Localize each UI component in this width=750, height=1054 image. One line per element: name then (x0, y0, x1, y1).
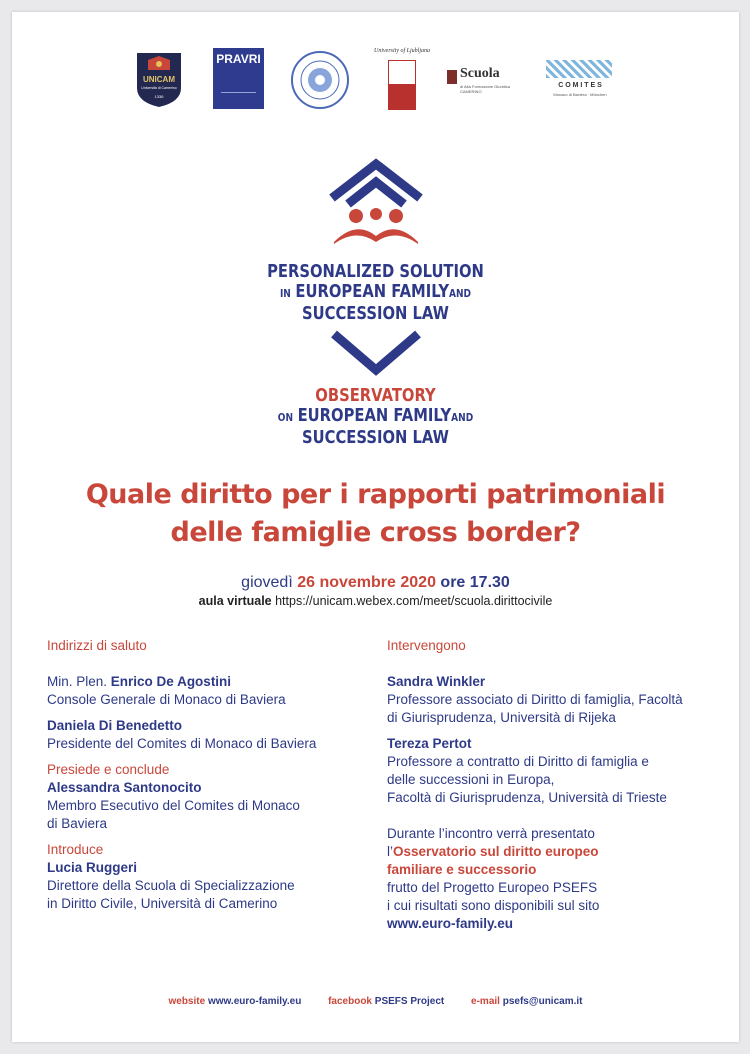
observatory-title-line1: OBSERVATORY (315, 385, 436, 406)
presentation-note-prefix: l’ (387, 844, 393, 859)
family-member-icon (389, 209, 403, 223)
observatory-name-part1: Osservatorio sul diritto europeo (393, 844, 599, 859)
ljubljana-emblem (388, 60, 416, 110)
footer-facebook-value: PSEFS Project (374, 996, 445, 1007)
pravri-emblem (221, 92, 256, 100)
presentation-note-line4: frutto del Progetto Europeo PSEFS (387, 880, 598, 895)
virtual-room-label: aula virtuale (198, 594, 272, 608)
observatory-title-line2 (77, 406, 673, 428)
chair-role-line1: Membro Esecutivo del Comites di Monaco (47, 798, 300, 813)
unicam-logo (134, 50, 184, 108)
observatory-name-part2: familiare e successorio (387, 862, 537, 877)
chevron-down-icon (330, 330, 422, 378)
almeriensis-seal-logo (290, 50, 350, 110)
footer-website-value: www.euro-family.eu (207, 996, 302, 1007)
speaker-1-name: Enrico De Agostini (110, 674, 232, 689)
comites-name: C O M I T E S (558, 82, 602, 89)
ljubljana-logo (367, 48, 437, 110)
ljubljana-name: University of Ljubljana (374, 48, 430, 54)
footer-website[interactable] (168, 996, 301, 1007)
comites-skyline (546, 60, 612, 78)
event-headline (12, 476, 739, 552)
left-column (47, 637, 367, 913)
presentation-note-line2 (387, 843, 727, 861)
speaker-1-role: Console Generale di Monaco di Baviera (47, 692, 286, 707)
intro-heading: Introduce (47, 842, 104, 857)
chair-role-line2: di Baviera (47, 816, 108, 831)
project-title (77, 262, 673, 324)
footer-facebook-label: facebook (328, 996, 372, 1007)
speaker-4-role-line2: delle successioni in Europa, (387, 772, 555, 787)
observatory-title-main: EUROPEAN FAMILY (297, 405, 452, 426)
comites-subtitle: Monaco di Baviera · München (553, 92, 607, 97)
speaker-2-role: Presidente del Comites di Monaco di Baviera (47, 736, 317, 751)
project-title-suffix: AND (449, 287, 472, 300)
comites-logo (540, 58, 620, 102)
event-date (12, 574, 739, 592)
family-member-icon (349, 209, 363, 223)
event-date-value: 26 novembre 2020 (297, 574, 436, 591)
presentation-note-line1: Durante l’incontro verrà presentato (387, 826, 595, 841)
speaker-3-role-line2: di Giurisprudenza, Università di Rijeka (387, 710, 616, 725)
unicam-year: 1336 (154, 94, 164, 99)
speakers-heading: Intervengono (387, 638, 466, 653)
project-title-line1: PERSONALIZED SOLUTION (267, 261, 484, 282)
website-link[interactable]: www.euro-family.eu (387, 916, 514, 931)
footer-website-label: website (168, 996, 206, 1007)
event-day: giovedì (241, 574, 293, 591)
project-title-line2 (77, 282, 673, 304)
unicam-name: UNICAM (143, 75, 175, 84)
chair-heading: Presiede e conclude (47, 762, 170, 777)
scuola-logo (447, 66, 525, 100)
footer-facebook[interactable] (328, 996, 444, 1007)
virtual-room-url[interactable]: https://unicam.webex.com/meet/scuola.dirittocivile (275, 594, 553, 608)
footer-email-label: e-mail (471, 996, 500, 1007)
intro-name: Lucia Ruggeri (47, 860, 138, 875)
speaker-4-role-line3: Facoltà di Giurisprudenza, Università di Trieste (387, 790, 667, 805)
pravri-name: PRAVRI (216, 52, 261, 66)
speaker-1-prefix: Min. Plen. (47, 674, 108, 689)
project-title-main: EUROPEAN FAMILY (295, 281, 450, 302)
speaker-3-role-line1: Professore associato di Diritto di famiglia, Facoltà (387, 692, 683, 707)
presentation-note-line5: i cui risultati sono disponibili sul sito (387, 898, 600, 913)
footer-contacts (12, 996, 739, 1007)
observatory-title-prefix: ON (277, 411, 294, 424)
speaker-4-name: Tereza Pertot (387, 736, 472, 751)
intro-role-line2: in Diritto Civile, Università di Camerino (47, 896, 278, 911)
scuola-subtitle: di Alta Formazione Giuridica CAMERINO (460, 84, 511, 94)
family-member-icon (370, 208, 382, 220)
footer-email[interactable] (471, 996, 582, 1007)
headline-line1: Quale diritto per i rapporti patrimoniali (85, 479, 666, 510)
project-title-prefix: IN (279, 287, 291, 300)
unicam-subtitle: Università di Camerino (141, 86, 177, 90)
footer-email-value: psefs@unicam.it (502, 996, 583, 1007)
speaker-1 (47, 673, 367, 691)
observatory-title-line3: SUCCESSION LAW (302, 427, 449, 448)
scuola-emblem (447, 70, 457, 84)
speaker-2-name: Daniela Di Benedetto (47, 718, 183, 733)
scuola-name: Scuola (460, 66, 500, 81)
speaker-4-role-line1: Professore a contratto di Diritto di famiglia e (387, 754, 649, 769)
greetings-heading: Indirizzi di saluto (47, 638, 147, 653)
intro-role-line1: Direttore della Scuola di Specializzazione (47, 878, 295, 893)
virtual-room (12, 594, 739, 608)
house-family-icon (326, 158, 426, 246)
speaker-3-name: Sandra Winkler (387, 674, 486, 689)
chair-name: Alessandra Santonocito (47, 780, 202, 795)
headline-line2: delle famiglie cross border? (170, 517, 581, 548)
event-time: ore 17.30 (440, 574, 510, 591)
observatory-title (77, 386, 673, 448)
poster-page (12, 12, 739, 1042)
observatory-title-suffix: AND (451, 411, 474, 424)
right-column (387, 637, 727, 933)
project-title-line3: SUCCESSION LAW (302, 303, 449, 324)
pravri-logo (213, 48, 264, 109)
